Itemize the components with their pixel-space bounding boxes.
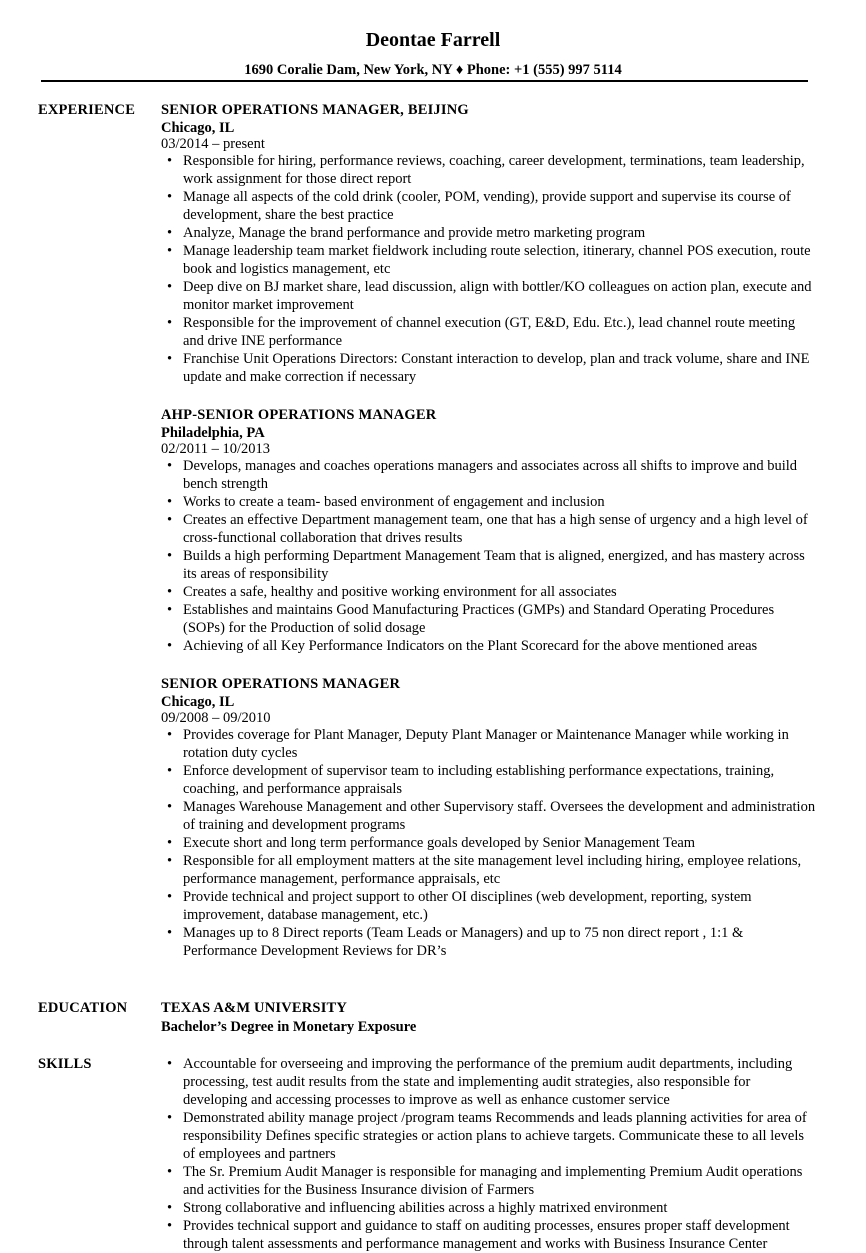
job-entry [161, 406, 816, 655]
education-body [161, 999, 816, 1037]
bullet-item: • Manage all aspects of the cold drink (cooler, POM, vending), provide support and supervise its course of development, share the best practice [161, 188, 816, 224]
bullet-item: • Provides coverage for Plant Manager, Deputy Plant Manager or Maintenance Manager while working in rotation duty cycles [161, 726, 816, 762]
bullet-item: • Creates an effective Department management team, one that has a high sense of urgency and a high level of cross-functional collaboration that drives results [161, 511, 816, 547]
bullet-item: • Analyze, Manage the brand performance and provide metro marketing program [161, 224, 816, 242]
bullet-item: • Responsible for all employment matters at the site management level including hiring, employee relations, performance management, performance appraisals, etc [161, 852, 816, 888]
job-title: SENIOR OPERATIONS MANAGER, BEIJING [161, 102, 469, 118]
education-heading: EDUCATION [38, 1000, 128, 1016]
bullet-item: • Strong collaborative and influencing abilities across a highly matrixed environment [161, 1199, 816, 1217]
bullet-item: • Manages Warehouse Management and other Supervisory staff. Oversees the development and administration of training and development programs [161, 798, 816, 834]
bullet-item: • Responsible for hiring, performance reviews, coaching, career development, terminations, team leadership, work assignment for those direct report [161, 152, 816, 188]
experience-heading: EXPERIENCE [38, 102, 136, 118]
skills-bullets [161, 1055, 816, 1253]
job-bullets [161, 457, 816, 655]
bullet-item: • Franchise Unit Operations Directors: Constant interaction to develop, plan and track volume, share and INE update and make correction if necessary [161, 350, 816, 386]
skills-body [161, 1055, 816, 1253]
bullet-item: • Establishes and maintains Good Manufacturing Practices (GMPs) and Standard Operating Procedures (SOPs) for the Production of solid dosage [161, 601, 816, 637]
job-entry [161, 675, 816, 960]
job-dates: 03/2014 – present [161, 136, 265, 152]
bullet-item: • Achieving of all Key Performance Indicators on the Plant Scorecard for the above mentioned areas [161, 637, 816, 655]
bullet-item: • Builds a high performing Department Management Team that is aligned, energized, and has mastery across its areas of responsibility [161, 547, 816, 583]
job-location: Chicago, IL [161, 694, 235, 710]
bullet-item: • Demonstrated ability manage project /program teams Recommends and leads planning activities for area of responsibility Defines specific strategies or action plans to achieve targets. Communicate these to all levels of employees and partners [161, 1109, 816, 1163]
bullet-item: • Works to create a team- based environment of engagement and inclusion [161, 493, 816, 511]
bullet-item: • Provides technical support and guidance to staff on auditing processes, ensures proper staff development through talent assessments and performance management and works with Business Insurance Center [161, 1217, 816, 1253]
contact-line: 1690 Coralie Dam, New York, NY ♦ Phone: +1 (555) 997 5114 [244, 62, 622, 78]
bullet-item: • Develops, manages and coaches operations managers and associates across all shifts to improve and build bench strength [161, 457, 816, 493]
bullet-item: • Deep dive on BJ market share, lead discussion, align with bottler/KO colleagues on action plan, execute and monitor market improvement [161, 278, 816, 314]
bullet-item: • Manage leadership team market fieldwork including route selection, itinerary, channel POS execution, route book and logistics management, etc [161, 242, 816, 278]
candidate-name: Deontae Farrell [365, 29, 501, 51]
bullet-item: • Provide technical and project support to other OI disciplines (web development, reporting, system improvement, database management, etc.) [161, 888, 816, 924]
bullet-item: • Responsible for the improvement of channel execution (GT, E&D, Edu. Etc.), lead channel route meeting and drive INE performance [161, 314, 816, 350]
bullet-item: • Creates a safe, healthy and positive working environment for all associates [161, 583, 816, 601]
bullet-item: • The Sr. Premium Audit Manager is responsible for managing and implementing Premium Audit operations and activities for the Business Insurance division of Farmers [161, 1163, 816, 1199]
job-dates: 09/2008 – 09/2010 [161, 710, 271, 726]
job-entry [161, 101, 816, 386]
job-title: AHP-SENIOR OPERATIONS MANAGER [161, 407, 437, 423]
job-location: Chicago, IL [161, 120, 235, 136]
bullet-item: • Accountable for overseeing and improving the performance of the premium audit departments, including processing, test audit results from the state and implementing audit strategies, also responsible for developing and accessing processes to improve as well as enhance customer service [161, 1055, 816, 1109]
skills-heading: SKILLS [38, 1056, 92, 1072]
school-name: TEXAS A&M UNIVERSITY [161, 1000, 348, 1016]
job-location: Philadelphia, PA [161, 425, 265, 441]
bullet-item: • Manages up to 8 Direct reports (Team Leads or Managers) and up to 75 non direct report , 1:1 & Performance Development Reviews for DR’s [161, 924, 816, 960]
job-title: SENIOR OPERATIONS MANAGER [161, 676, 401, 692]
job-dates: 02/2011 – 10/2013 [161, 441, 271, 457]
job-bullets [161, 726, 816, 960]
degree: Bachelor’s Degree in Monetary Exposure [161, 1019, 417, 1035]
job-bullets [161, 152, 816, 386]
bullet-item: • Execute short and long term performance goals developed by Senior Management Team [161, 834, 816, 852]
bullet-item: • Enforce development of supervisor team to including establishing performance expectations, training, coaching, and performance appraisals [161, 762, 816, 798]
header-divider [41, 80, 808, 82]
experience-body [161, 101, 816, 980]
